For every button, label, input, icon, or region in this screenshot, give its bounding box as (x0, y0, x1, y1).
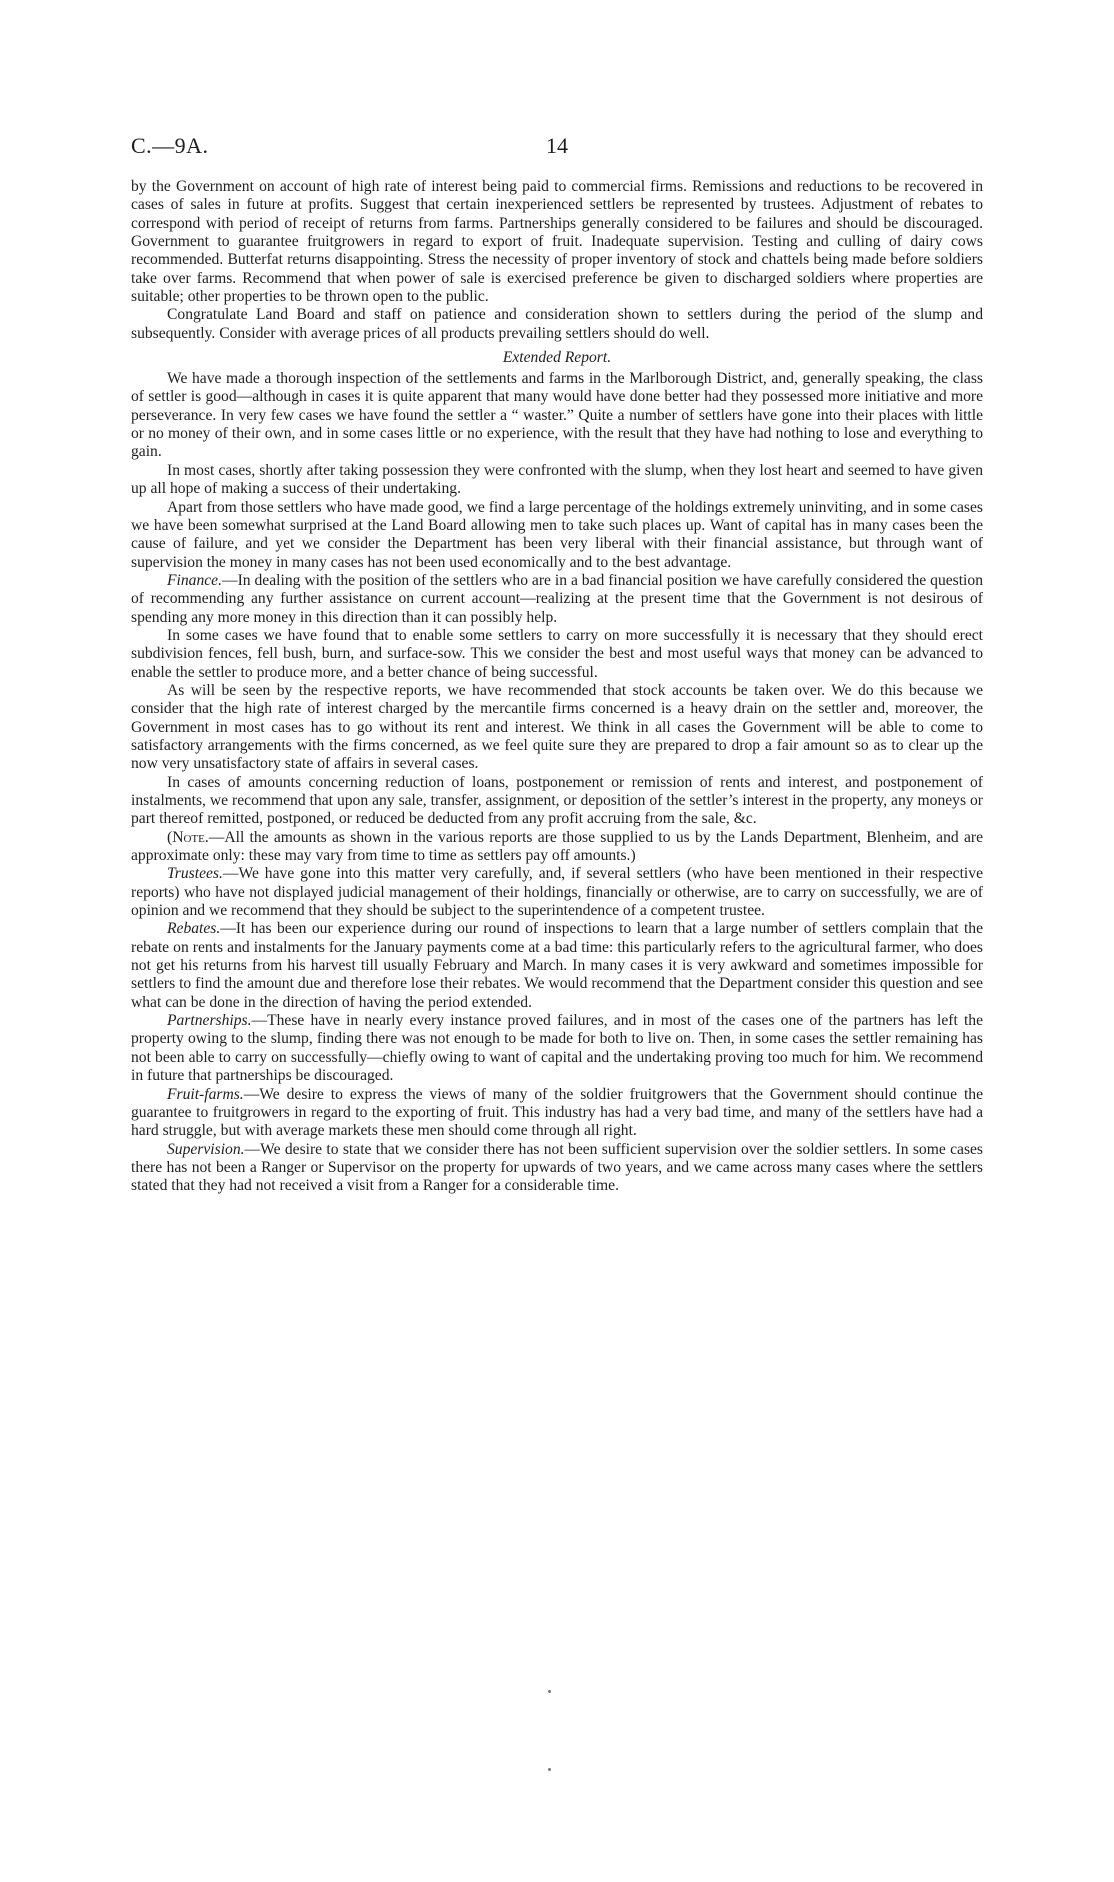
note-label: Note. (172, 828, 209, 846)
partnerships-text: —These have in nearly every instance proved failures, and in most of the cases one of the partners has left the property owing to the slump, finding there was not enough to be made for both to live on. Then, in some cases the settler remaining has not been able to carry on successfully—chiefly owing to want of capital and the undertaking proving too much for him. We recommend in future that partnerships be discouraged. (131, 1012, 983, 1085)
finance-followup-paragraph: In some cases we have found that to enable some settlers to carry on more successfully it is necessary that they should erect subdivision fences, fell bush, burn, and surface-sow. This we consider the best and most useful ways that money can be advanced to enable the settler to produce more, and a better chance of being successful. (131, 626, 983, 681)
trustees-paragraph (131, 865, 983, 920)
section-title: Extended Report. (502, 349, 612, 367)
page-number: 14 (546, 133, 568, 158)
scan-speck (548, 1690, 551, 1693)
rebates-text: —It has been our experience during our round of inspections to learn that a large number of settlers complain that the rebate on rents and instalments for the January payments come at a bad time: this particularly refers to the agricultural farmer, who does not get his returns from his harvest till usually February and March. In many cases it is very awkward and sometimes impossible for settlers to find the amount due and therefore lose their rebates. We would recommend that the Department consider this question and see what can be done in the direction of having the period extended. (131, 920, 983, 1011)
finance-followup-paragraph: As will be seen by the respective reports, we have recommended that stock accounts be taken over. We do this because we consider that the high rate of interest charged by the mercantile firms concerned is a heavy drain on the settler and, moreover, the Government in most cases has to go without its rent and interest. We think in all cases the Government will be able to come to satisfactory arrangements with the firms concerned, as we feel quite sure they are prepared to drop a fair amount so as to clear up the now very unsatisfactory state of affairs in several cases. (131, 681, 983, 773)
document-reference: C.—9A. (131, 133, 209, 158)
fruit-farms-text: —We desire to express the views of many of the soldier fruitgrowers that the Government should continue the guarantee to fruitgrowers in regard to the exporting of fruit. This industry has had a very bad time, and many of the settlers have had a hard struggle, but with average markets these men should come through all right. (131, 1085, 983, 1140)
report-paragraph: We have made a thorough inspection of the settlements and farms in the Marlborough District, and, generally speaking, the class of settler is good—although in cases it is quite apparent that many would have done better had they possessed more initiative and more perseverance. In very few cases we have found the settler a “ waster.” Quite a number of settlers have gone into their places with little or no money of their own, and in some cases little or no experience, with the result that they have had nothing to lose and everything to gain. (131, 370, 983, 461)
finance-text: —In dealing with the position of the settlers who are in a bad financial position we have carefully considered the question of recommending any further assistance on current account—realizing at the present time that the Government is not desirous of spending any more money in this direction than it can possibly help. (131, 571, 983, 626)
supervision-heading: Supervision. (167, 1140, 245, 1158)
page-body (131, 178, 983, 1196)
note-text: —All the amounts as shown in the various reports are those supplied to us by the Lands Department, Blenheim, and are approximate only: these may vary from time to time as settlers pay off amounts.) (131, 828, 983, 865)
report-paragraph: Apart from those settlers who have made good, we find a large percentage of the holdings extremely uninviting, and in some cases we have been somewhat surprised at the Land Board allowing men to take such places up. Want of capital has in many cases been the cause of failure, and yet we consider the Department has been very liberal with their financial assistance, but through want of supervision the money in many cases has not been used economically and to the best advantage. (131, 498, 983, 571)
note-paragraph (131, 829, 983, 866)
summary-paragraph: Congratulate Land Board and staff on patience and consideration shown to settlers during the period of the slump and subsequently. Consider with average prices of all products prevailing settlers should do well. (131, 306, 983, 342)
fruit-farms-paragraph (131, 1086, 983, 1141)
finance-heading: Finance. (167, 571, 222, 589)
report-paragraph: In most cases, shortly after taking possession they were confronted with the slump, when they lost heart and seemed to have given up all hope of making a success of their undertaking. (131, 461, 983, 498)
supervision-paragraph (131, 1141, 983, 1196)
trustees-heading: Trustees. (167, 865, 223, 883)
finance-followup-paragraph: In cases of amounts concerning reduction of loans, postponement or remission of rents and interest, and postponement of instalments, we recommend that upon any sale, transfer, assignment, or deposition of the settler’s interest in the property, any moneys or part thereof remitted, postponed, or reduced be deducted from any profit accruing from the sale, &c. (131, 773, 983, 828)
rebates-heading: Rebates. (167, 920, 221, 938)
rebates-paragraph (131, 920, 983, 1012)
summary-paragraph-continued: by the Government on account of high rate of interest being paid to commercial firms. Remissions and reductions to be recovered in cases of sales in future at profits. Suggest that certain inexperienced settlers be represented by trustees. Adjustment of rebates to correspond with period of receipt of returns from farms. Partnerships generally considered to be failures and should be discouraged. Government to guarantee fruitgrowers in regard to export of fruit. Inadequate supervision. Testing and culling of dairy cows recommended. Butterfat returns disappointing. Stress the necessity of proper inventory of stock and chattels being made before soldiers take over farms. Recommend that when power of sale is exercised preference be given to discharged soldiers where properties are suitable; other properties to be thrown open to the public. (131, 178, 983, 306)
note-open-paren: ( (167, 828, 173, 846)
finance-paragraph (131, 572, 983, 627)
page-header (131, 133, 983, 163)
partnerships-paragraph (131, 1012, 983, 1085)
trustees-text: —We have gone into this matter very carefully, and, if several settlers (who have been mentioned in their respective reports) who have not displayed judicial management of their holdings, financially or otherwise, are to carry on successfully, we are of opinion and we recommend that they should be subject to the superintendence of a competent trustee. (131, 865, 983, 920)
supervision-text: —We desire to state that we consider there has not been sufficient supervision over the soldier settlers. In some cases there has not been a Ranger or Supervisor on the property for upwards of two years, and we came across many cases where the settlers stated that they had not received a visit from a Ranger for a considerable time. (131, 1140, 983, 1195)
fruit-farms-heading: Fruit-farms. (167, 1085, 244, 1103)
scan-speck (548, 1768, 551, 1771)
partnerships-heading: Partnerships. (167, 1012, 252, 1030)
